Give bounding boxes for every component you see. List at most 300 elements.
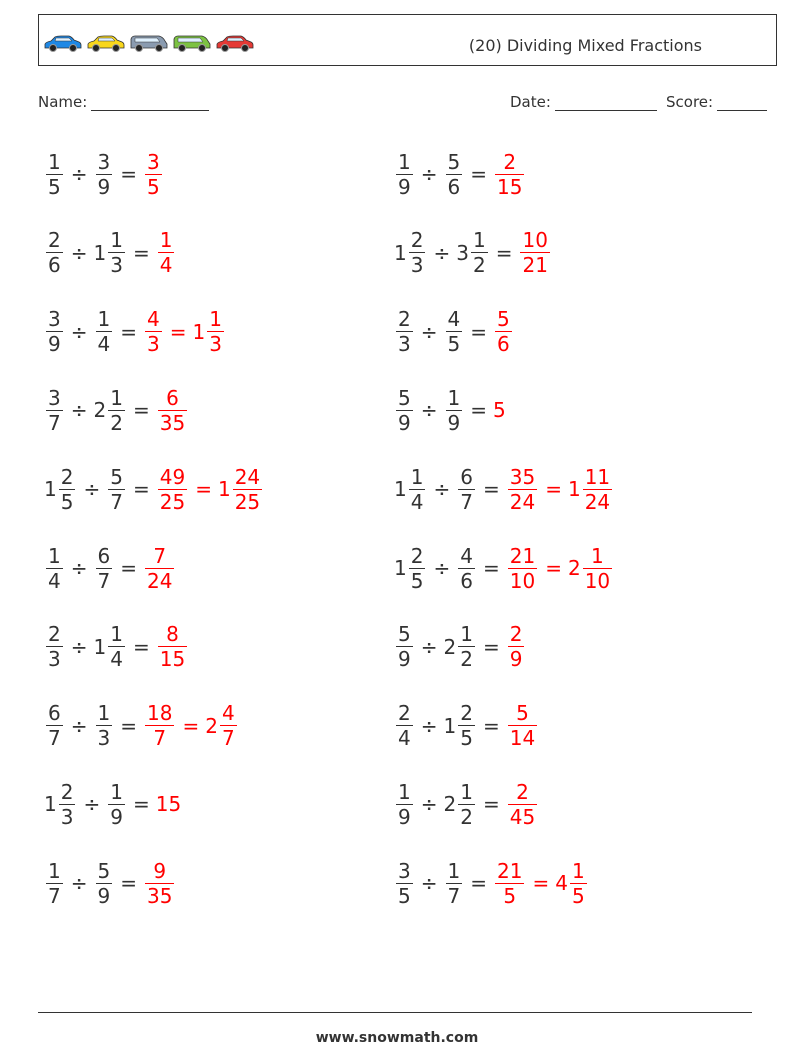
numerator: 5 (447, 149, 461, 174)
mixed-number (93, 385, 127, 435)
numerator: 1 (447, 858, 461, 883)
problem-18 (394, 775, 539, 833)
whole-part: 1 (443, 713, 457, 738)
fraction (458, 622, 475, 672)
denominator: 5 (48, 174, 61, 199)
denominator: 24 (584, 489, 611, 514)
divide-sign: ÷ (70, 556, 88, 580)
fraction (396, 385, 413, 435)
denominator: 5 (460, 726, 473, 751)
score-label: Score: (666, 93, 714, 111)
numerator: 2 (509, 622, 523, 647)
mixed-number (94, 858, 115, 908)
numerator: 1 (447, 385, 461, 410)
numerator: 1 (398, 149, 411, 174)
denominator: 9 (97, 883, 111, 908)
whole-part: 2 (443, 792, 457, 817)
fraction (158, 228, 175, 278)
fraction (583, 543, 612, 593)
numerator: 1 (48, 858, 61, 883)
worksheet-title: (20) Dividing Mixed Fractions (468, 36, 702, 55)
answer (493, 149, 526, 199)
equals-sign: = (169, 319, 187, 344)
denominator: 35 (147, 883, 173, 908)
fraction (396, 701, 413, 751)
denominator: 7 (460, 489, 473, 514)
numerator: 5 (398, 622, 411, 647)
denominator: 5 (447, 332, 461, 357)
whole-part: 1 (394, 556, 407, 580)
numerator: 6 (166, 385, 179, 410)
whole-part: 1 (217, 477, 231, 502)
divide-sign: ÷ (70, 398, 88, 423)
mixed-number (394, 464, 427, 514)
footer-divider (38, 1012, 752, 1013)
numerator: 2 (60, 779, 74, 804)
fraction (458, 701, 475, 751)
name-blank (91, 95, 209, 111)
mixed-number (394, 858, 415, 908)
fraction (508, 779, 537, 829)
fraction (59, 779, 76, 829)
problem-12 (394, 539, 614, 597)
fraction (446, 149, 463, 199)
whole-part: 4 (555, 871, 568, 896)
whole-part: 15 (155, 792, 182, 817)
numerator: 3 (147, 149, 160, 174)
numerator: 1 (591, 543, 604, 568)
divide-sign: ÷ (70, 162, 88, 186)
numerator: 1 (110, 622, 123, 647)
answer (205, 701, 238, 751)
mixed-number (94, 543, 115, 593)
equals-sign: = (195, 477, 212, 502)
blue-car-icon (43, 33, 83, 53)
equals-sign: = (132, 240, 150, 265)
numerator: 1 (110, 228, 123, 253)
fraction (409, 543, 426, 593)
car-icons-row (43, 29, 255, 53)
numerator: 2 (503, 149, 517, 174)
numerator: 6 (97, 543, 111, 568)
denominator: 9 (447, 410, 461, 435)
mixed-number (44, 464, 77, 514)
divide-sign: ÷ (420, 162, 438, 186)
numerator: 4 (460, 543, 473, 568)
answer (518, 228, 551, 278)
mixed-number (94, 701, 115, 751)
denominator: 4 (97, 332, 111, 357)
numerator: 2 (48, 622, 61, 647)
fraction (508, 701, 537, 751)
answer (143, 858, 176, 908)
numerator: 2 (48, 228, 61, 253)
answer (143, 543, 176, 593)
fraction (46, 622, 63, 672)
fraction (46, 228, 63, 278)
whole-part: 1 (394, 477, 407, 502)
denominator: 9 (509, 647, 523, 672)
numerator: 1 (460, 622, 473, 647)
denominator: 4 (398, 726, 411, 751)
answer (143, 307, 164, 357)
mixed-number (394, 385, 415, 435)
fraction (108, 622, 125, 672)
divide-sign: ÷ (420, 713, 438, 738)
whole-part: 5 (493, 398, 506, 423)
fraction (158, 622, 187, 672)
equals-sign: = (470, 398, 487, 423)
whole-part: 1 (567, 477, 581, 502)
fraction (46, 858, 63, 908)
fraction (495, 307, 512, 357)
numerator: 3 (97, 149, 111, 174)
problem-15 (44, 697, 239, 755)
denominator: 3 (398, 332, 411, 357)
divide-sign: ÷ (433, 477, 451, 502)
divide-sign: ÷ (420, 634, 438, 659)
fraction (396, 307, 413, 357)
numerator: 1 (472, 228, 486, 253)
yellow-car-icon (86, 33, 126, 53)
denominator: 9 (48, 332, 61, 357)
problem-1 (44, 145, 164, 203)
fraction (108, 385, 125, 435)
numerator: 1 (97, 307, 111, 332)
whole-part: 2 (93, 398, 107, 423)
fraction (207, 307, 224, 357)
numerator: 2 (516, 779, 529, 804)
fraction (96, 543, 113, 593)
numerator: 35 (509, 464, 536, 489)
denominator: 2 (472, 253, 486, 278)
mixed-number (444, 307, 465, 357)
denominator: 21 (522, 253, 548, 278)
problem-14 (394, 618, 526, 676)
problem-5 (44, 303, 226, 361)
score-blank (717, 95, 767, 111)
denominator: 10 (509, 568, 536, 593)
numerator: 1 (398, 779, 411, 804)
numerator: 1 (48, 149, 61, 174)
divide-sign: ÷ (420, 319, 438, 344)
mixed-number (93, 228, 127, 278)
mixed-number (44, 149, 65, 199)
denominator: 9 (110, 804, 123, 829)
denominator: 10 (584, 568, 611, 593)
mixed-number (44, 228, 65, 278)
numerator: 1 (460, 779, 473, 804)
mixed-number (106, 464, 127, 514)
problem-17 (44, 775, 181, 833)
mixed-number (456, 543, 477, 593)
problem-8 (394, 381, 506, 439)
fraction (508, 543, 537, 593)
gray-van-icon (129, 33, 169, 53)
denominator: 9 (97, 174, 111, 199)
divide-sign: ÷ (83, 477, 101, 502)
problem-16 (394, 697, 539, 755)
mixed-number (44, 622, 65, 672)
fraction (145, 307, 162, 357)
denominator: 35 (159, 410, 186, 435)
mixed-number (444, 149, 465, 199)
green-van-icon (172, 33, 212, 53)
problem-20 (394, 854, 589, 912)
denominator: 6 (497, 332, 510, 357)
mixed-number (93, 622, 127, 672)
equals-sign: = (545, 477, 562, 502)
denominator: 2 (460, 647, 473, 672)
numerator: 5 (398, 385, 411, 410)
denominator: 4 (410, 489, 424, 514)
whole-part: 1 (394, 240, 407, 265)
numerator: 4 (147, 307, 160, 332)
score-field (666, 93, 767, 111)
answer (493, 307, 514, 357)
equals-sign: = (132, 634, 150, 659)
denominator: 25 (159, 489, 186, 514)
equals-sign: = (132, 792, 150, 817)
mixed-number (44, 779, 77, 829)
numerator: 8 (166, 622, 179, 647)
numerator: 9 (153, 858, 167, 883)
equals-sign: = (120, 319, 137, 344)
mixed-number (394, 779, 415, 829)
problem-19 (44, 854, 176, 912)
equals-sign: = (470, 162, 487, 186)
equals-sign: = (120, 162, 137, 186)
mixed-number (394, 307, 415, 357)
fraction (145, 149, 162, 199)
denominator: 14 (509, 726, 536, 751)
problem-10 (394, 460, 614, 518)
denominator: 4 (48, 568, 61, 593)
header-box (38, 14, 777, 66)
problem-9 (44, 460, 264, 518)
denominator: 3 (209, 332, 222, 357)
fraction (220, 701, 237, 751)
problem-6 (394, 303, 514, 361)
problem-2 (394, 145, 526, 203)
answer (567, 464, 614, 514)
numerator: 5 (97, 858, 111, 883)
answer (493, 858, 526, 908)
numerator: 4 (447, 307, 461, 332)
fraction (570, 858, 587, 908)
mixed-number (44, 543, 65, 593)
denominator: 6 (48, 253, 61, 278)
mixed-number (44, 701, 65, 751)
denominator: 7 (447, 883, 461, 908)
fraction (96, 858, 113, 908)
mixed-number (443, 779, 477, 829)
equals-sign: = (132, 398, 150, 423)
denominator: 5 (503, 883, 517, 908)
numerator: 6 (48, 701, 61, 726)
denominator: 4 (110, 647, 123, 672)
fraction (446, 307, 463, 357)
numerator: 1 (209, 307, 222, 332)
divide-sign: ÷ (70, 240, 88, 265)
numerator: 1 (97, 701, 111, 726)
denominator: 9 (398, 804, 411, 829)
whole-part: 1 (44, 792, 57, 817)
numerator: 21 (497, 858, 523, 883)
mixed-number (394, 701, 415, 751)
fraction (583, 464, 612, 514)
equals-sign: = (482, 556, 500, 580)
fraction (508, 622, 525, 672)
denominator: 7 (48, 726, 61, 751)
denominator: 15 (159, 647, 186, 672)
fraction (108, 228, 125, 278)
equals-sign: = (470, 871, 487, 896)
fraction (96, 701, 113, 751)
denominator: 5 (410, 568, 424, 593)
numerator: 10 (522, 228, 548, 253)
equals-sign: = (482, 634, 500, 659)
equals-sign: = (482, 792, 500, 817)
answer (506, 464, 539, 514)
denominator: 6 (447, 174, 461, 199)
denominator: 25 (234, 489, 261, 514)
numerator: 3 (48, 385, 61, 410)
date-field (510, 93, 657, 111)
numerator: 24 (234, 464, 261, 489)
divide-sign: ÷ (420, 792, 438, 817)
denominator: 3 (97, 726, 111, 751)
denominator: 7 (97, 568, 111, 593)
fraction (458, 543, 475, 593)
red-car-icon (215, 33, 255, 53)
numerator: 4 (221, 701, 235, 726)
numerator: 1 (571, 858, 585, 883)
fraction (59, 464, 76, 514)
denominator: 7 (48, 410, 61, 435)
whole-part: 1 (93, 240, 107, 265)
mixed-number (94, 307, 115, 357)
answer (143, 701, 176, 751)
answer (156, 792, 181, 816)
fraction (46, 385, 63, 435)
numerator: 3 (398, 858, 411, 883)
mixed-number (443, 622, 477, 672)
answer (156, 228, 177, 278)
fraction (158, 385, 187, 435)
fraction (446, 858, 463, 908)
denominator: 2 (110, 410, 123, 435)
answer (506, 779, 539, 829)
answer (567, 543, 614, 593)
fraction (46, 543, 63, 593)
denominator: 3 (60, 804, 74, 829)
fraction (145, 543, 174, 593)
footer-site: www.snowmath.com (315, 1030, 479, 1046)
problem-7 (44, 381, 189, 439)
fraction (495, 858, 524, 908)
fraction (458, 464, 475, 514)
fraction (508, 464, 537, 514)
denominator: 45 (509, 804, 536, 829)
problem-4 (394, 224, 552, 282)
mixed-number (394, 543, 427, 593)
equals-sign: = (545, 556, 562, 580)
denominator: 7 (221, 726, 235, 751)
fraction (96, 149, 113, 199)
fraction (396, 779, 413, 829)
divide-sign: ÷ (433, 240, 451, 265)
equals-sign: = (470, 319, 487, 344)
answer (192, 307, 226, 357)
numerator: 2 (410, 228, 424, 253)
answer (156, 385, 189, 435)
answer (156, 464, 189, 514)
answer (217, 464, 264, 514)
whole-part: 3 (456, 240, 469, 265)
equals-sign: = (120, 871, 137, 896)
whole-part: 1 (44, 477, 57, 502)
mixed-number (94, 149, 115, 199)
problem-11 (44, 539, 176, 597)
denominator: 7 (153, 726, 167, 751)
fraction (46, 701, 63, 751)
numerator: 21 (509, 543, 536, 568)
answer (506, 622, 527, 672)
denominator: 3 (110, 253, 123, 278)
denominator: 7 (48, 883, 61, 908)
numerator: 1 (159, 228, 173, 253)
fraction (396, 622, 413, 672)
equals-sign: = (495, 240, 513, 265)
fraction (396, 149, 413, 199)
denominator: 5 (571, 883, 585, 908)
numerator: 11 (584, 464, 611, 489)
numerator: 18 (147, 701, 173, 726)
mixed-number (394, 622, 415, 672)
numerator: 2 (460, 701, 473, 726)
numerator: 1 (110, 779, 123, 804)
answer (555, 858, 588, 908)
mixed-number (443, 701, 477, 751)
name-field (38, 93, 209, 111)
numerator: 49 (159, 464, 186, 489)
fraction (409, 228, 426, 278)
problem-3 (44, 224, 176, 282)
denominator: 3 (147, 332, 160, 357)
whole-part: 2 (443, 634, 457, 659)
denominator: 24 (509, 489, 536, 514)
numerator: 1 (410, 464, 424, 489)
answer (493, 398, 506, 422)
denominator: 5 (398, 883, 411, 908)
fraction (145, 858, 174, 908)
divide-sign: ÷ (420, 398, 438, 423)
numerator: 1 (110, 385, 123, 410)
mixed-number (44, 858, 65, 908)
denominator: 3 (410, 253, 424, 278)
equals-sign: = (182, 713, 200, 738)
fraction (409, 464, 426, 514)
fraction (495, 149, 524, 199)
equals-sign: = (482, 477, 500, 502)
denominator: 9 (398, 410, 411, 435)
divide-sign: ÷ (433, 556, 451, 580)
denominator: 3 (48, 647, 61, 672)
denominator: 7 (110, 489, 123, 514)
denominator: 4 (159, 253, 173, 278)
fraction (520, 228, 549, 278)
